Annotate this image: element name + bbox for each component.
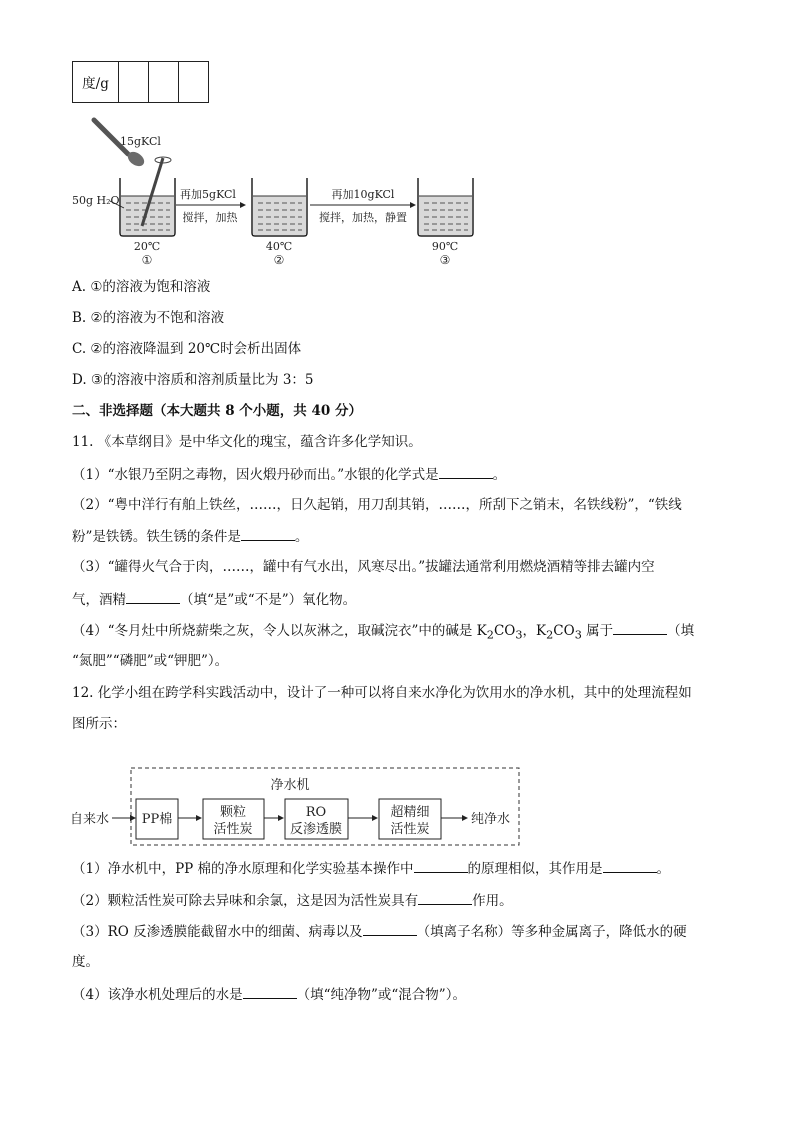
answer-blank[interactable] (241, 527, 295, 541)
answer-blank[interactable] (418, 891, 472, 905)
answer-blank[interactable] (603, 859, 657, 873)
beaker-experiment-figure (60, 108, 480, 268)
q11-part4-text: （填 (667, 623, 695, 639)
step-3-label-line1: RO (305, 805, 327, 820)
beaker-1-num: ① (141, 253, 153, 267)
q12-part4-end: （填“纯净物”或“混合物”）。 (296, 987, 466, 1003)
answer-blank[interactable] (363, 922, 417, 936)
table-cell (179, 62, 209, 103)
purifier-title: 净水机 (270, 778, 310, 793)
q12-part2-text: （2）颗粒活性炭可除去异味和余氯，这是因为活性炭具有 (72, 893, 419, 909)
arrow-2-top-label: 再加10gKCl (331, 188, 395, 201)
answer-blank[interactable] (439, 465, 493, 479)
step-3-label-line2: 反渗透膜 (289, 822, 343, 837)
q11-part4-line2: “氮肥”“磷肥”或“钾肥”）。 (72, 653, 229, 669)
arrow-1-bottom-label: 搅拌，加热 (182, 211, 238, 224)
input-label: 自来水 (70, 812, 110, 827)
subscript: 3 (515, 628, 523, 642)
q12-stem-line1: 12. 化学小组在跨学科实践活动中，设计了一种可以将自来水净化为饮用水的净水机，其中的处理流程如 (72, 685, 692, 701)
arrow-1-top-label: 再加5gKCl (180, 188, 236, 201)
subscript: 3 (574, 628, 582, 642)
q12-part3-line2: 度。 (72, 954, 99, 970)
option-c: C. ②的溶液降温到 20℃时会析出固体 (72, 341, 302, 357)
table-cell (149, 62, 179, 103)
q11-part1-end: 。 (492, 467, 507, 483)
q12-stem-line2: 图所示： (72, 716, 126, 732)
q11-part4-text: CO (553, 623, 575, 639)
q11-part3-line1: （3）“罐得火气合于肉，……，罐中有气水出，风寒尽出。”拔罐法通常利用燃烧酒精等排去罐内空 (72, 559, 655, 575)
beaker-3-temp: 90℃ (431, 240, 459, 253)
answer-blank[interactable] (243, 985, 297, 999)
answer-blank[interactable] (414, 859, 468, 873)
step-4-label-line1: 超精细 (390, 805, 430, 820)
q11-stem: 11. 《本草纲目》是中华文化的瑰宝，蕴含许多化学知识。 (72, 434, 422, 450)
step-2-label-line1: 颗粒 (219, 805, 247, 820)
q11-part2-text: 粉”是铁锈。铁生锈的条件是 (72, 529, 241, 545)
solubility-table-fragment (72, 61, 209, 103)
q11-part3-text: 气，酒精 (72, 592, 126, 608)
option-a: A. ①的溶液为饱和溶液 (72, 279, 211, 295)
beaker-1-temp: 20℃ (133, 240, 161, 253)
subscript: 2 (546, 628, 554, 642)
beaker-2-temp: 40℃ (265, 240, 293, 253)
q11-part3-line2 (72, 590, 356, 609)
q11-part2-line2 (72, 527, 308, 546)
beaker-3 (418, 178, 473, 236)
q11-part4-text: ，K (522, 623, 547, 639)
answer-blank[interactable] (126, 590, 180, 604)
q11-part4-text: （4）“冬月灶中所烧薪柴之灰，令人以灰淋之，取碱浣衣”中的碱是 K (72, 623, 487, 639)
water-label: 50g H₂O (72, 194, 120, 207)
table-header-cell: 度/g (73, 62, 119, 103)
beaker-3-num: ③ (439, 253, 451, 267)
q11-part2-end: 。 (294, 529, 309, 545)
q11-part4-line1 (72, 621, 694, 645)
q12-part2-end: 作用。 (472, 893, 513, 909)
option-b: B. ②的溶液为不饱和溶液 (72, 310, 225, 326)
q12-part2 (72, 891, 513, 910)
step-4-label-line2: 活性炭 (390, 822, 430, 837)
section-title: 二、非选择题（本大题共 8 个小题，共 40 分） (72, 403, 362, 419)
q12-part3-text: （填离子名称）等多种金属离子，降低水的硬 (416, 924, 687, 940)
output-label: 纯净水 (471, 812, 511, 827)
q12-part4-text: （4）该净水机处理后的水是 (72, 987, 243, 1003)
table-row (73, 62, 209, 103)
q11-part1 (72, 465, 506, 484)
subscript: 2 (486, 628, 494, 642)
q11-part3-end: （填“是”或“不是”）氧化物。 (180, 592, 357, 608)
step-1-label: PP棉 (141, 812, 173, 827)
answer-blank[interactable] (613, 621, 667, 635)
q12-part1 (72, 859, 670, 878)
q11-part4-text: CO (493, 623, 516, 639)
q11-part2-line1: （2）“粤中洋行有舶上铁丝，……，日久起销，用刀刮其销，……，所刮下之销末，名铁线粉”，“铁线 (72, 497, 682, 513)
beaker-2 (252, 178, 307, 236)
q12-part3-text: （3）RO 反渗透膜能截留水中的细菌、病毒以及 (72, 924, 363, 940)
q12-part3-line1 (72, 922, 687, 941)
table-cell (119, 62, 149, 103)
option-d: D. ③的溶液中溶质和溶剂质量比为 3：5 (72, 372, 314, 388)
q12-part4 (72, 985, 466, 1004)
arrow-2-bottom-label: 搅拌，加热，静置 (319, 211, 407, 224)
q12-part1-text: （1）净水机中，PP 棉的净水原理和化学实验基本操作中 (72, 861, 414, 877)
spoon-label: 15gKCl (120, 135, 161, 148)
beaker-2-num: ② (273, 253, 285, 267)
q12-part1-text: 的原理相似，其作用是 (467, 861, 603, 877)
q11-part1-text: （1）“水银乃至阴之毒物，因火煅丹砂而出。”水银的化学式是 (72, 467, 439, 483)
q12-part1-end: 。 (656, 861, 671, 877)
q11-part4-text: 属于 (581, 623, 614, 639)
water-purifier-diagram (68, 765, 538, 847)
step-2-label-line2: 活性炭 (213, 822, 253, 837)
